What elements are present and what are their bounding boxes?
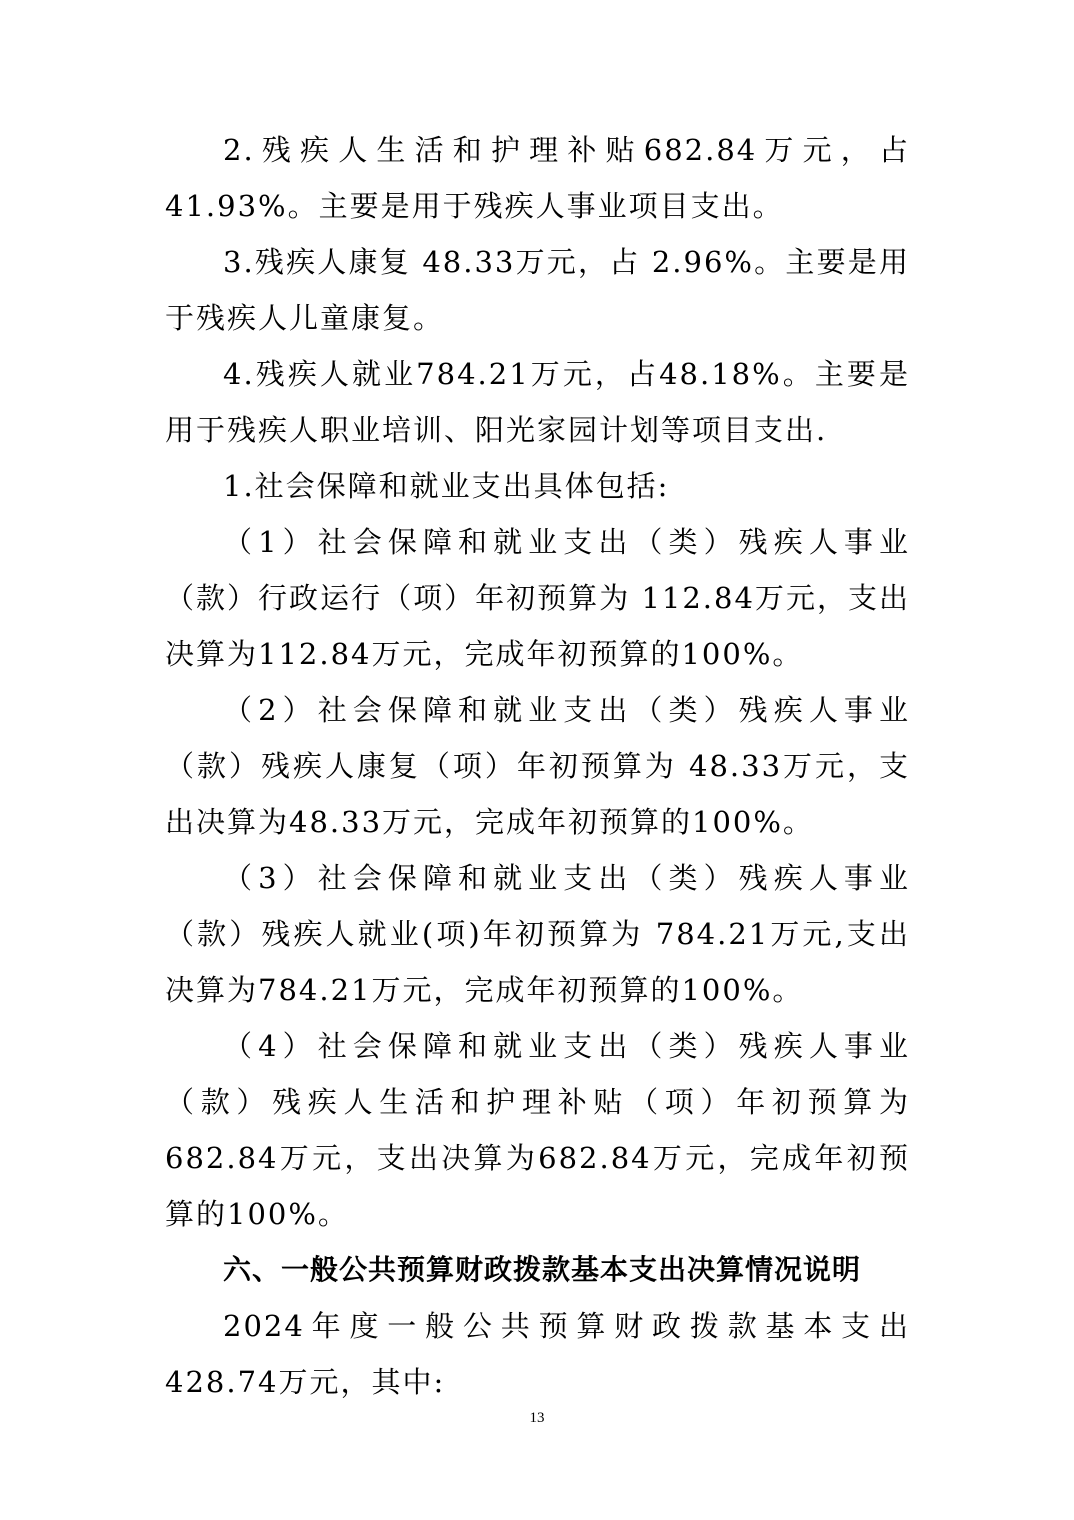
paragraph-disabled-employment: 4.残疾人就业784.21万元，占48.18%。主要是用于残疾人职业培训、阳光家园计划等项目支出. bbox=[165, 357, 910, 447]
paragraph-item-employment: （3）社会保障和就业支出（类）残疾人事业（款）残疾人就业(项)年初预算为 784.21万元,支出决算为784.21万元，完成年初预算的100%。 bbox=[165, 861, 910, 1007]
paragraph-disabled-rehabilitation: 3.残疾人康复 48.33万元，占 2.96%。主要是用于残疾人儿童康复。 bbox=[165, 245, 910, 335]
page-number: 13 bbox=[529, 1410, 545, 1426]
paragraph-basic-expenditure: 2024年度一般公共预算财政拨款基本支出428.74万元，其中: bbox=[165, 1309, 910, 1399]
paragraph-social-security-intro: 1.社会保障和就业支出具体包括: bbox=[223, 469, 670, 503]
paragraph-item-living-care-subsidy: （4）社会保障和就业支出（类）残疾人事业（款）残疾人生活和护理补贴（项）年初预算为 682.84万元，支出决算为682.84万元，完成年初预算的100%。 bbox=[165, 1029, 910, 1231]
paragraph-item-rehabilitation: （2）社会保障和就业支出（类）残疾人事业（款）残疾人康复（项）年初预算为 48.33万元，支出决算为48.33万元，完成年初预算的100%。 bbox=[165, 693, 910, 839]
paragraph-item-administrative-operation: （1）社会保障和就业支出（类）残疾人事业（款）行政运行（项）年初预算为 112.84万元，支出决算为112.84万元，完成年初预算的100%。 bbox=[165, 525, 910, 671]
section-heading: 六、一般公共预算财政拨款基本支出决算情况说明 bbox=[223, 1253, 862, 1286]
document-body bbox=[165, 122, 910, 1410]
paragraph-disabled-living-care-subsidy: 2.残疾人生活和护理补贴682.84万元，占41.93%。主要是用于残疾人事业项目支出。 bbox=[165, 133, 910, 223]
